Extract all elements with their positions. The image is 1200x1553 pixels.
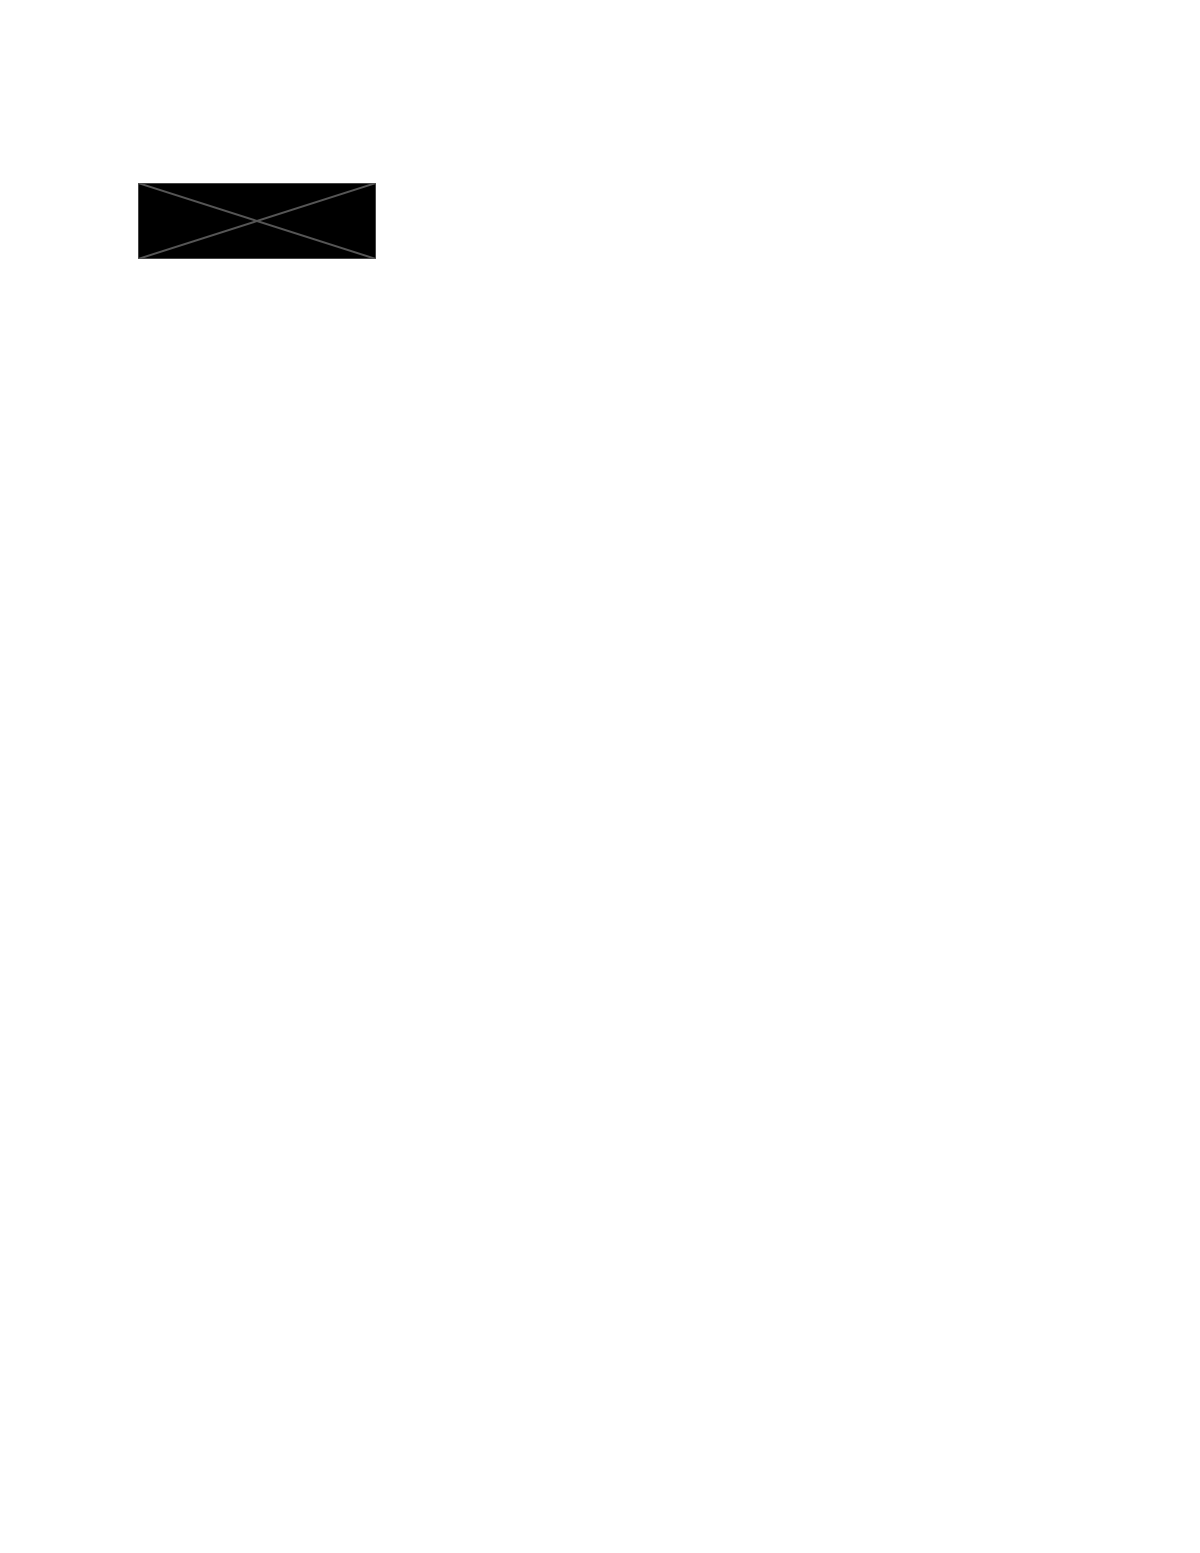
redacted-image [138,183,376,259]
line-chart [140,360,1060,890]
